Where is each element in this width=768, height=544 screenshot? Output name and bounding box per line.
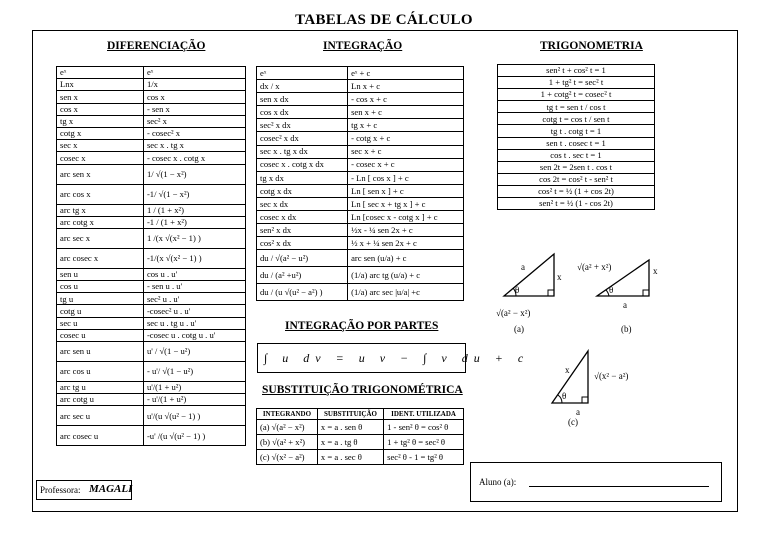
- triangle-a-adj: √(a² − x²): [496, 308, 531, 318]
- diff-row: [57, 293, 246, 305]
- triangle-a-hyp: a: [521, 262, 525, 272]
- teacher-label: Professora:: [40, 485, 81, 495]
- integ-result: ½ x + ¼ sen 2x + c: [348, 237, 464, 250]
- diff-derivative: -cosec² u . u': [143, 305, 245, 317]
- integ-result: Ln [cosec x - cotg x ] + c: [348, 211, 464, 224]
- integ-result: - cosec x + c: [348, 158, 464, 171]
- diff-function: arc cos x: [57, 184, 144, 204]
- integ-result: tg x + c: [348, 119, 464, 132]
- triangle-c-angle: θ: [562, 391, 567, 401]
- subst-substitution: x = a . tg θ: [317, 435, 383, 450]
- integ-result: sec x + c: [348, 145, 464, 158]
- diff-function: sec u: [57, 317, 144, 329]
- diff-derivative: cos u . u': [143, 268, 245, 280]
- subst-integrand: (a) √(a² − x²): [257, 420, 318, 435]
- triangle-c-opp: √(x² − a²): [594, 371, 629, 381]
- integ-result: - cos x + c: [348, 93, 464, 106]
- integ-result: sen x + c: [348, 106, 464, 119]
- diff-function: cos x: [57, 103, 144, 115]
- integ-result: ½x - ¼ sen 2x + c: [348, 224, 464, 237]
- diff-function: cotg x: [57, 127, 144, 139]
- trig-identity: 1 + cotg² t = cosec² t: [498, 89, 655, 101]
- trig-identity: cos 2t = cos² t - sen² t: [498, 173, 655, 185]
- integ-integrand: dx / x: [257, 80, 348, 93]
- triangle-c-adj: a: [576, 407, 580, 417]
- trig-row: [498, 161, 655, 173]
- integ-integrand: cos² x dx: [257, 237, 348, 250]
- diff-derivative: sec x . tg x: [143, 140, 245, 152]
- integ-integrand: sec x dx: [257, 197, 348, 210]
- diff-derivative: 1/x: [143, 79, 245, 91]
- diff-row: [57, 164, 246, 184]
- diff-function: tg x: [57, 115, 144, 127]
- diff-derivative: - u'/(1 + u²): [143, 394, 245, 406]
- student-name-line[interactable]: [529, 486, 709, 487]
- integ-table: [256, 66, 464, 301]
- subst-row: [257, 450, 464, 465]
- parts-box: [257, 343, 530, 373]
- triangle-c-caption: (c): [568, 417, 578, 427]
- diff-derivative: u' / √(1 − u²): [143, 342, 245, 362]
- diff-function: sen x: [57, 91, 144, 103]
- trig-row: [498, 77, 655, 89]
- subst-column-header: SUBSTITUIÇÃO: [317, 409, 383, 420]
- integ-integrand: cosec x . cotg x dx: [257, 158, 348, 171]
- diff-derivative: -u' /(u √(u² − 1) ): [143, 426, 245, 446]
- teacher-name: MAGALI: [89, 483, 133, 495]
- trig-identity: cos² t = ½ (1 + cos 2t): [498, 185, 655, 197]
- student-label: Aluno (a):: [479, 477, 517, 487]
- integ-row: [257, 211, 464, 224]
- subst-row: [257, 435, 464, 450]
- diff-function: arc tg u: [57, 382, 144, 394]
- integ-row: [257, 119, 464, 132]
- subst-identity: 1 + tg² θ = sec² θ: [384, 435, 464, 450]
- trig-identity: cotg t = cos t / sen t: [498, 113, 655, 125]
- integ-integrand: sen² x dx: [257, 224, 348, 237]
- subst-header: SUBSTITUIÇÃO TRIGONOMÉTRICA: [262, 384, 463, 396]
- integ-header: INTEGRAÇÃO: [323, 40, 403, 52]
- diff-derivative: -cosec u . cotg u . u': [143, 329, 245, 341]
- diff-row: [57, 115, 246, 127]
- integ-integrand: tg x dx: [257, 171, 348, 184]
- diff-function: arc sen u: [57, 342, 144, 362]
- diff-row: [57, 152, 246, 164]
- diff-derivative: 1 /(x √(x² − 1) ): [143, 228, 245, 248]
- integ-row: [257, 284, 464, 301]
- diff-derivative: eˣ: [143, 67, 245, 79]
- integ-row: [257, 184, 464, 197]
- diff-derivative: sec² u . u': [143, 293, 245, 305]
- subst-identity: 1 - sen² θ = cos² θ: [384, 420, 464, 435]
- diff-function: arc sen x: [57, 164, 144, 184]
- diff-function: arc cotg x: [57, 216, 144, 228]
- diff-derivative: sec² x: [143, 115, 245, 127]
- integ-row: [257, 132, 464, 145]
- diff-table: [56, 66, 246, 446]
- subst-substitution: x = a . sec θ: [317, 450, 383, 465]
- trig-table: [497, 64, 655, 210]
- diff-function: cos u: [57, 281, 144, 293]
- diff-row: [57, 329, 246, 341]
- diff-function: sec x: [57, 140, 144, 152]
- integ-row: [257, 145, 464, 158]
- diff-function: tg u: [57, 293, 144, 305]
- triangle-a-caption: (a): [514, 324, 524, 334]
- trig-row: [498, 113, 655, 125]
- triangle-a-opp: x: [557, 272, 562, 282]
- integ-integrand: eˣ: [257, 67, 348, 80]
- integ-result: Ln [ sen x ] + c: [348, 184, 464, 197]
- diff-function: eˣ: [57, 67, 144, 79]
- triangle-c: [540, 345, 670, 435]
- parts-formula: ∫ u dv = u v − ∫ v du + c: [264, 351, 530, 365]
- trig-identity: sen 2t = 2sen t . cos t: [498, 161, 655, 173]
- integ-result: arc sen (u/a) + c: [348, 250, 464, 267]
- triangle-a: [490, 246, 570, 338]
- diff-derivative: u'/(1 + u²): [143, 382, 245, 394]
- integ-row: [257, 93, 464, 106]
- integ-row: [257, 158, 464, 171]
- integ-result: (1/a) arc sec |u/a| +c: [348, 284, 464, 301]
- triangle-b-hyp: √(a² + x²): [577, 262, 612, 272]
- triangle-c-hyp: x: [565, 365, 570, 375]
- page-title: TABELAS DE CÁLCULO: [295, 12, 473, 28]
- diff-derivative: -1/(x √(x² − 1) ): [143, 248, 245, 268]
- triangle-b-opp: x: [653, 266, 658, 276]
- diff-row: [57, 426, 246, 446]
- trig-row: [498, 185, 655, 197]
- trig-row: [498, 65, 655, 77]
- diff-function: arc cos u: [57, 362, 144, 382]
- integ-integrand: sen x dx: [257, 93, 348, 106]
- diff-row: [57, 362, 246, 382]
- trig-identity: 1 + tg² t = sec² t: [498, 77, 655, 89]
- teacher-box: [36, 480, 132, 500]
- diff-derivative: - cosec x . cotg x: [143, 152, 245, 164]
- subst-identity: sec² θ - 1 = tg² θ: [384, 450, 464, 465]
- diff-derivative: - cosec² x: [143, 127, 245, 139]
- diff-row: [57, 281, 246, 293]
- integ-row: [257, 171, 464, 184]
- triangle-b: [575, 246, 675, 338]
- parts-header: INTEGRAÇÃO POR PARTES: [285, 320, 439, 332]
- integ-row: [257, 224, 464, 237]
- integ-row: [257, 80, 464, 93]
- trig-identity: tg t = sen t / cos t: [498, 101, 655, 113]
- integ-integrand: du / √(a² − u²): [257, 250, 348, 267]
- diff-function: Lnx: [57, 79, 144, 91]
- integ-result: - cotg x + c: [348, 132, 464, 145]
- diff-function: arc cosec u: [57, 426, 144, 446]
- integ-row: [257, 67, 464, 80]
- diff-row: [57, 305, 246, 317]
- trig-identity: cos t . sec t = 1: [498, 149, 655, 161]
- diff-row: [57, 67, 246, 79]
- diff-function: arc tg x: [57, 204, 144, 216]
- triangle-b-caption: (b): [621, 324, 632, 334]
- trig-row: [498, 149, 655, 161]
- diff-derivative: 1/ √(1 − x²): [143, 164, 245, 184]
- diff-row: [57, 91, 246, 103]
- diff-function: cosec u: [57, 329, 144, 341]
- subst-column-header: INTEGRANDO: [257, 409, 318, 420]
- diff-function: arc sec u: [57, 406, 144, 426]
- diff-row: [57, 228, 246, 248]
- diff-row: [57, 204, 246, 216]
- diff-function: arc cotg u: [57, 394, 144, 406]
- diff-row: [57, 394, 246, 406]
- trig-row: [498, 101, 655, 113]
- integ-integrand: cosec² x dx: [257, 132, 348, 145]
- student-box: [470, 462, 722, 502]
- trig-row: [498, 173, 655, 185]
- diff-derivative: sec u . tg u . u': [143, 317, 245, 329]
- diff-function: arc sec x: [57, 228, 144, 248]
- integ-row: [257, 237, 464, 250]
- subst-substitution: x = a . sen θ: [317, 420, 383, 435]
- diff-row: [57, 382, 246, 394]
- diff-function: cotg u: [57, 305, 144, 317]
- integ-integrand: cosec x dx: [257, 211, 348, 224]
- diff-row: [57, 216, 246, 228]
- triangle-b-angle: θ: [609, 285, 614, 295]
- integ-row: [257, 106, 464, 119]
- diff-header: DIFERENCIAÇÃO: [107, 40, 206, 52]
- subst-integrand: (c) √(x² − a²): [257, 450, 318, 465]
- integ-row: [257, 197, 464, 210]
- subst-integrand: (b) √(a² + x²): [257, 435, 318, 450]
- diff-derivative: 1 / (1 + x²): [143, 204, 245, 216]
- integ-integrand: cotg x dx: [257, 184, 348, 197]
- diff-derivative: cos x: [143, 91, 245, 103]
- integ-row: [257, 267, 464, 284]
- diff-row: [57, 184, 246, 204]
- diff-function: arc cosec x: [57, 248, 144, 268]
- diff-row: [57, 317, 246, 329]
- integ-result: eˣ + c: [348, 67, 464, 80]
- integ-row: [257, 250, 464, 267]
- integ-result: - Ln [ cos x ] + c: [348, 171, 464, 184]
- diff-derivative: -1/ √(1 − x²): [143, 184, 245, 204]
- integ-integrand: du / (a² +u²): [257, 267, 348, 284]
- diff-function: cosec x: [57, 152, 144, 164]
- integ-integrand: du / (u √(u² − a²) ): [257, 284, 348, 301]
- trig-identity: tg t . cotg t = 1: [498, 125, 655, 137]
- diff-derivative: - sen u . u': [143, 281, 245, 293]
- diff-row: [57, 248, 246, 268]
- diff-row: [57, 79, 246, 91]
- integ-integrand: sec² x dx: [257, 119, 348, 132]
- diff-row: [57, 140, 246, 152]
- trig-row: [498, 198, 655, 210]
- diff-function: sen u: [57, 268, 144, 280]
- subst-table: [256, 408, 464, 465]
- diff-derivative: u'/(u √(u² − 1) ): [143, 406, 245, 426]
- diff-row: [57, 268, 246, 280]
- diff-derivative: - sen x: [143, 103, 245, 115]
- diff-row: [57, 127, 246, 139]
- diff-row: [57, 342, 246, 362]
- trig-identity: sen t . cosec t = 1: [498, 137, 655, 149]
- subst-row: [257, 420, 464, 435]
- integ-result: Ln [ sec x + tg x ] + c: [348, 197, 464, 210]
- triangle-a-angle: θ: [515, 285, 520, 295]
- trig-row: [498, 125, 655, 137]
- trig-row: [498, 89, 655, 101]
- subst-column-header: IDENT. UTILIZADA: [384, 409, 464, 420]
- trig-header: TRIGONOMETRIA: [540, 40, 643, 52]
- triangle-b-adj: a: [623, 300, 627, 310]
- integ-integrand: sec x . tg x dx: [257, 145, 348, 158]
- integ-result: Ln x + c: [348, 80, 464, 93]
- diff-row: [57, 406, 246, 426]
- integ-result: (1/a) arc tg (u/a) + c: [348, 267, 464, 284]
- diff-derivative: -1 / (1 + x²): [143, 216, 245, 228]
- diff-row: [57, 103, 246, 115]
- trig-identity: sen² t = ½ (1 - cos 2t): [498, 198, 655, 210]
- trig-identity: sen² t + cos² t = 1: [498, 65, 655, 77]
- diff-derivative: - u'/ √(1 − u²): [143, 362, 245, 382]
- trig-row: [498, 137, 655, 149]
- integ-integrand: cos x dx: [257, 106, 348, 119]
